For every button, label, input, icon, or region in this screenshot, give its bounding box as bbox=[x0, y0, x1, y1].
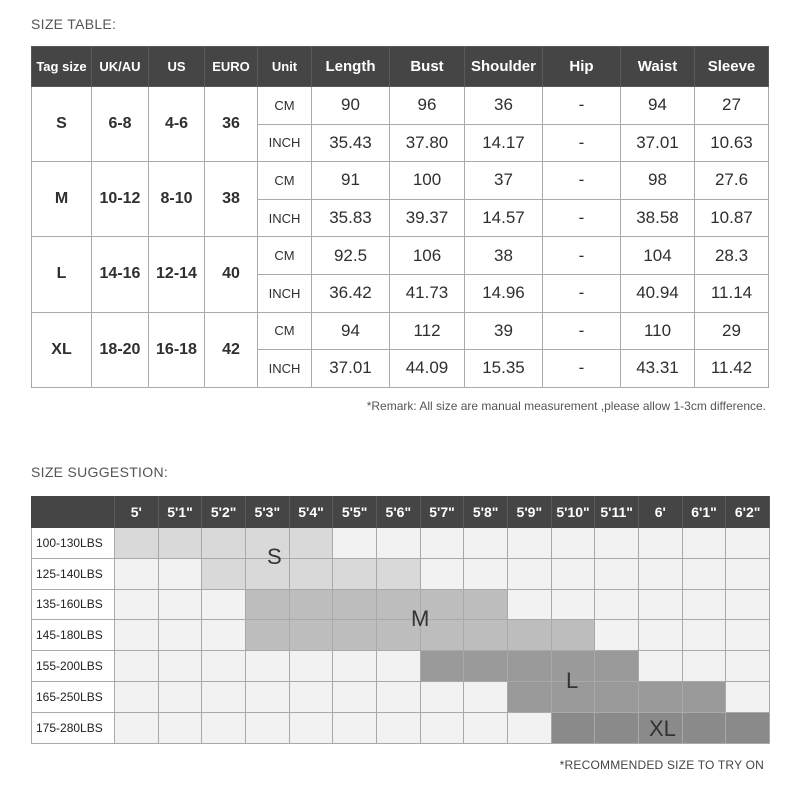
shoulder-cell: 14.57 bbox=[465, 199, 543, 237]
euro-cell: 38 bbox=[205, 162, 258, 237]
hip-cell: - bbox=[543, 274, 621, 312]
grid-cell bbox=[333, 528, 377, 559]
grid-cell bbox=[115, 651, 159, 682]
waist-cell: 94 bbox=[621, 87, 695, 125]
sleeve-cell: 10.63 bbox=[695, 124, 769, 162]
grid-cell bbox=[333, 682, 377, 713]
hip-cell: - bbox=[543, 237, 621, 275]
us-cell: 8-10 bbox=[149, 162, 205, 237]
grid-cell bbox=[246, 713, 290, 744]
grid-cell bbox=[377, 713, 421, 744]
weight-row-label: 175-280LBS bbox=[31, 713, 115, 744]
grid-cell-l bbox=[508, 682, 552, 713]
grid-cell bbox=[552, 559, 596, 590]
weight-row-label: 125-140LBS bbox=[31, 559, 115, 590]
length-cell: 37.01 bbox=[312, 350, 390, 388]
grid-cell-s bbox=[377, 559, 421, 590]
grid-cell bbox=[683, 620, 727, 651]
height-header: 5'2" bbox=[202, 496, 246, 528]
grid-cell-m bbox=[552, 620, 596, 651]
grid-cell bbox=[421, 682, 465, 713]
shoulder-cell: 39 bbox=[465, 312, 543, 350]
size-row-cm bbox=[32, 162, 769, 200]
grid-cell bbox=[159, 651, 203, 682]
sleeve-cell: 27 bbox=[695, 87, 769, 125]
sleeve-cell: 11.42 bbox=[695, 350, 769, 388]
uk-au-cell: 10-12 bbox=[92, 162, 149, 237]
bust-cell: 39.37 bbox=[390, 199, 465, 237]
grid-cell bbox=[726, 590, 770, 621]
euro-cell: 40 bbox=[205, 237, 258, 312]
grid-cell-l bbox=[595, 651, 639, 682]
height-header: 5'7" bbox=[421, 496, 465, 528]
waist-cell: 110 bbox=[621, 312, 695, 350]
grid-cell-s bbox=[202, 528, 246, 559]
bust-cell: 106 bbox=[390, 237, 465, 275]
grid-cell-xl bbox=[683, 713, 727, 744]
height-header: 5'1" bbox=[159, 496, 203, 528]
height-header: 5'10" bbox=[552, 496, 596, 528]
grid-cell-l bbox=[595, 682, 639, 713]
grid-cell bbox=[639, 620, 683, 651]
grid-cell-m bbox=[464, 590, 508, 621]
shoulder-cell: 14.96 bbox=[465, 274, 543, 312]
shoulder-cell: 38 bbox=[465, 237, 543, 275]
grid-cell bbox=[595, 590, 639, 621]
grid-cell bbox=[290, 682, 334, 713]
length-cell: 94 bbox=[312, 312, 390, 350]
grid-cell bbox=[639, 590, 683, 621]
header-us: US bbox=[149, 47, 205, 87]
grid-cell bbox=[726, 528, 770, 559]
grid-cell-s bbox=[115, 528, 159, 559]
length-cell: 91 bbox=[312, 162, 390, 200]
height-header: 5' bbox=[115, 496, 159, 528]
height-header: 5'4" bbox=[290, 496, 334, 528]
height-header: 6'2" bbox=[726, 496, 770, 528]
size-table-title: SIZE TABLE: bbox=[31, 16, 117, 32]
length-cell: 90 bbox=[312, 87, 390, 125]
grid-cell-s bbox=[290, 559, 334, 590]
shoulder-cell: 37 bbox=[465, 162, 543, 200]
grid-cell bbox=[552, 590, 596, 621]
grid-cell-m bbox=[464, 620, 508, 651]
grid-cell bbox=[115, 620, 159, 651]
grid-cell-m bbox=[290, 590, 334, 621]
height-header: 6' bbox=[639, 496, 683, 528]
grid-cell bbox=[464, 713, 508, 744]
grid-cell bbox=[159, 713, 203, 744]
shoulder-cell: 15.35 bbox=[465, 350, 543, 388]
grid-cell-s bbox=[202, 559, 246, 590]
shoulder-cell: 36 bbox=[465, 87, 543, 125]
waist-cell: 104 bbox=[621, 237, 695, 275]
grid-cell bbox=[246, 651, 290, 682]
grid-cell-l bbox=[508, 651, 552, 682]
grid-cell bbox=[159, 682, 203, 713]
grid-cell-m bbox=[508, 620, 552, 651]
grid-cell bbox=[726, 682, 770, 713]
size-region-label: M bbox=[411, 606, 430, 631]
size-region-label: S bbox=[267, 544, 282, 569]
grid-cell bbox=[421, 559, 465, 590]
tag-size-cell: XL bbox=[32, 312, 92, 387]
grid-cell bbox=[683, 651, 727, 682]
grid-cell bbox=[464, 559, 508, 590]
sleeve-cell: 29 bbox=[695, 312, 769, 350]
bust-cell: 37.80 bbox=[390, 124, 465, 162]
us-cell: 16-18 bbox=[149, 312, 205, 387]
bust-cell: 96 bbox=[390, 87, 465, 125]
grid-cell bbox=[159, 620, 203, 651]
grid-cell bbox=[421, 713, 465, 744]
waist-cell: 38.58 bbox=[621, 199, 695, 237]
grid-cell bbox=[552, 528, 596, 559]
bust-cell: 112 bbox=[390, 312, 465, 350]
grid-cell bbox=[683, 559, 727, 590]
recommended-size-footnote: *RECOMMENDED SIZE TO TRY ON bbox=[559, 758, 764, 772]
unit-cell: CM bbox=[258, 87, 312, 125]
header-length: Length bbox=[312, 47, 390, 87]
sleeve-cell: 11.14 bbox=[695, 274, 769, 312]
hip-cell: - bbox=[543, 350, 621, 388]
header-uk-au: UK/AU bbox=[92, 47, 149, 87]
sleeve-cell: 27.6 bbox=[695, 162, 769, 200]
sleeve-cell: 10.87 bbox=[695, 199, 769, 237]
grid-cell bbox=[683, 590, 727, 621]
grid-cell bbox=[333, 651, 377, 682]
grid-cell bbox=[464, 528, 508, 559]
grid-cell bbox=[377, 651, 421, 682]
grid-cell bbox=[377, 682, 421, 713]
grid-cell bbox=[508, 713, 552, 744]
grid-cell bbox=[246, 682, 290, 713]
grid-cell bbox=[159, 590, 203, 621]
header-unit: Unit bbox=[258, 47, 312, 87]
header-shoulder: Shoulder bbox=[465, 47, 543, 87]
length-cell: 36.42 bbox=[312, 274, 390, 312]
euro-cell: 42 bbox=[205, 312, 258, 387]
grid-cell bbox=[202, 651, 246, 682]
unit-cell: INCH bbox=[258, 199, 312, 237]
unit-cell: INCH bbox=[258, 350, 312, 388]
weight-row-label: 145-180LBS bbox=[31, 620, 115, 651]
grid-cell bbox=[595, 559, 639, 590]
grid-cell-l bbox=[464, 651, 508, 682]
grid-cell bbox=[290, 651, 334, 682]
grid-cell bbox=[726, 620, 770, 651]
uk-au-cell: 18-20 bbox=[92, 312, 149, 387]
grid-cell bbox=[508, 590, 552, 621]
header-euro: EURO bbox=[205, 47, 258, 87]
grid-cell-m bbox=[290, 620, 334, 651]
grid-cell-l bbox=[683, 682, 727, 713]
grid-cell-s bbox=[290, 528, 334, 559]
grid-cell bbox=[333, 713, 377, 744]
grid-cell-l bbox=[421, 651, 465, 682]
grid-cell-xl bbox=[552, 713, 596, 744]
grid-cell bbox=[639, 528, 683, 559]
grid-cell bbox=[421, 528, 465, 559]
size-table-header-row bbox=[32, 47, 769, 87]
grid-cell bbox=[464, 682, 508, 713]
height-header: 5'5" bbox=[333, 496, 377, 528]
hip-cell: - bbox=[543, 87, 621, 125]
length-cell: 92.5 bbox=[312, 237, 390, 275]
height-header: 6'1" bbox=[683, 496, 727, 528]
hip-cell: - bbox=[543, 162, 621, 200]
size-suggestion-title: SIZE SUGGESTION: bbox=[31, 464, 169, 480]
grid-cell bbox=[639, 559, 683, 590]
grid-cell bbox=[115, 682, 159, 713]
grid-cell bbox=[726, 651, 770, 682]
height-header: 5'6" bbox=[377, 496, 421, 528]
bust-cell: 41.73 bbox=[390, 274, 465, 312]
grid-cell bbox=[115, 713, 159, 744]
waist-cell: 98 bbox=[621, 162, 695, 200]
grid-cell-m bbox=[333, 590, 377, 621]
grid-cell bbox=[202, 620, 246, 651]
weight-row-label: 165-250LBS bbox=[31, 682, 115, 713]
hip-cell: - bbox=[543, 199, 621, 237]
sleeve-cell: 28.3 bbox=[695, 237, 769, 275]
size-region-label: L bbox=[566, 668, 579, 693]
height-header: 5'9" bbox=[508, 496, 552, 528]
grid-cell bbox=[683, 528, 727, 559]
height-header: 5'3" bbox=[246, 496, 290, 528]
header-waist: Waist bbox=[621, 47, 695, 87]
height-header: 5'8" bbox=[464, 496, 508, 528]
grid-cell bbox=[115, 590, 159, 621]
weight-row-label: 135-160LBS bbox=[31, 590, 115, 621]
size-table bbox=[31, 46, 769, 388]
grid-cell bbox=[290, 713, 334, 744]
grid-cell-m bbox=[333, 620, 377, 651]
header-sleeve: Sleeve bbox=[695, 47, 769, 87]
bust-cell: 44.09 bbox=[390, 350, 465, 388]
unit-cell: INCH bbox=[258, 124, 312, 162]
unit-cell: CM bbox=[258, 162, 312, 200]
length-cell: 35.83 bbox=[312, 199, 390, 237]
grid-cell-s bbox=[333, 559, 377, 590]
uk-au-cell: 6-8 bbox=[92, 87, 149, 162]
grid-cell-m bbox=[246, 590, 290, 621]
us-cell: 4-6 bbox=[149, 87, 205, 162]
grid-cell bbox=[202, 590, 246, 621]
us-cell: 12-14 bbox=[149, 237, 205, 312]
grid-header-corner bbox=[31, 496, 115, 528]
grid-cell bbox=[508, 559, 552, 590]
waist-cell: 37.01 bbox=[621, 124, 695, 162]
size-table-body bbox=[32, 87, 769, 388]
grid-cell bbox=[508, 528, 552, 559]
tag-size-cell: L bbox=[32, 237, 92, 312]
unit-cell: INCH bbox=[258, 274, 312, 312]
waist-cell: 43.31 bbox=[621, 350, 695, 388]
length-cell: 35.43 bbox=[312, 124, 390, 162]
size-suggestion-grid bbox=[31, 496, 770, 744]
unit-cell: CM bbox=[258, 237, 312, 275]
grid-cell-m bbox=[246, 620, 290, 651]
grid-cell-xl bbox=[595, 713, 639, 744]
size-row-cm bbox=[32, 237, 769, 275]
grid-cell bbox=[115, 559, 159, 590]
grid-cell bbox=[639, 651, 683, 682]
header-bust: Bust bbox=[390, 47, 465, 87]
height-header: 5'11" bbox=[595, 496, 639, 528]
grid-cell bbox=[726, 559, 770, 590]
shoulder-cell: 14.17 bbox=[465, 124, 543, 162]
grid-cell bbox=[202, 713, 246, 744]
uk-au-cell: 14-16 bbox=[92, 237, 149, 312]
tag-size-cell: S bbox=[32, 87, 92, 162]
weight-row-label: 100-130LBS bbox=[31, 528, 115, 559]
header-tag-size: Tag size bbox=[32, 47, 92, 87]
hip-cell: - bbox=[543, 312, 621, 350]
grid-cell bbox=[595, 620, 639, 651]
size-row-cm bbox=[32, 87, 769, 125]
hip-cell: - bbox=[543, 124, 621, 162]
header-hip: Hip bbox=[543, 47, 621, 87]
grid-cell-s bbox=[159, 528, 203, 559]
grid-cell bbox=[159, 559, 203, 590]
waist-cell: 40.94 bbox=[621, 274, 695, 312]
grid-cell bbox=[202, 682, 246, 713]
size-row-cm bbox=[32, 312, 769, 350]
tag-size-cell: M bbox=[32, 162, 92, 237]
bust-cell: 100 bbox=[390, 162, 465, 200]
weight-row-label: 155-200LBS bbox=[31, 651, 115, 682]
grid-cell bbox=[377, 528, 421, 559]
grid-cell-l bbox=[639, 682, 683, 713]
unit-cell: CM bbox=[258, 312, 312, 350]
size-region-label: XL bbox=[649, 716, 676, 741]
grid-cell-xl bbox=[726, 713, 770, 744]
euro-cell: 36 bbox=[205, 87, 258, 162]
grid-cell bbox=[595, 528, 639, 559]
measurement-remark: *Remark: All size are manual measurement ,please allow 1-3cm difference. bbox=[366, 399, 766, 413]
